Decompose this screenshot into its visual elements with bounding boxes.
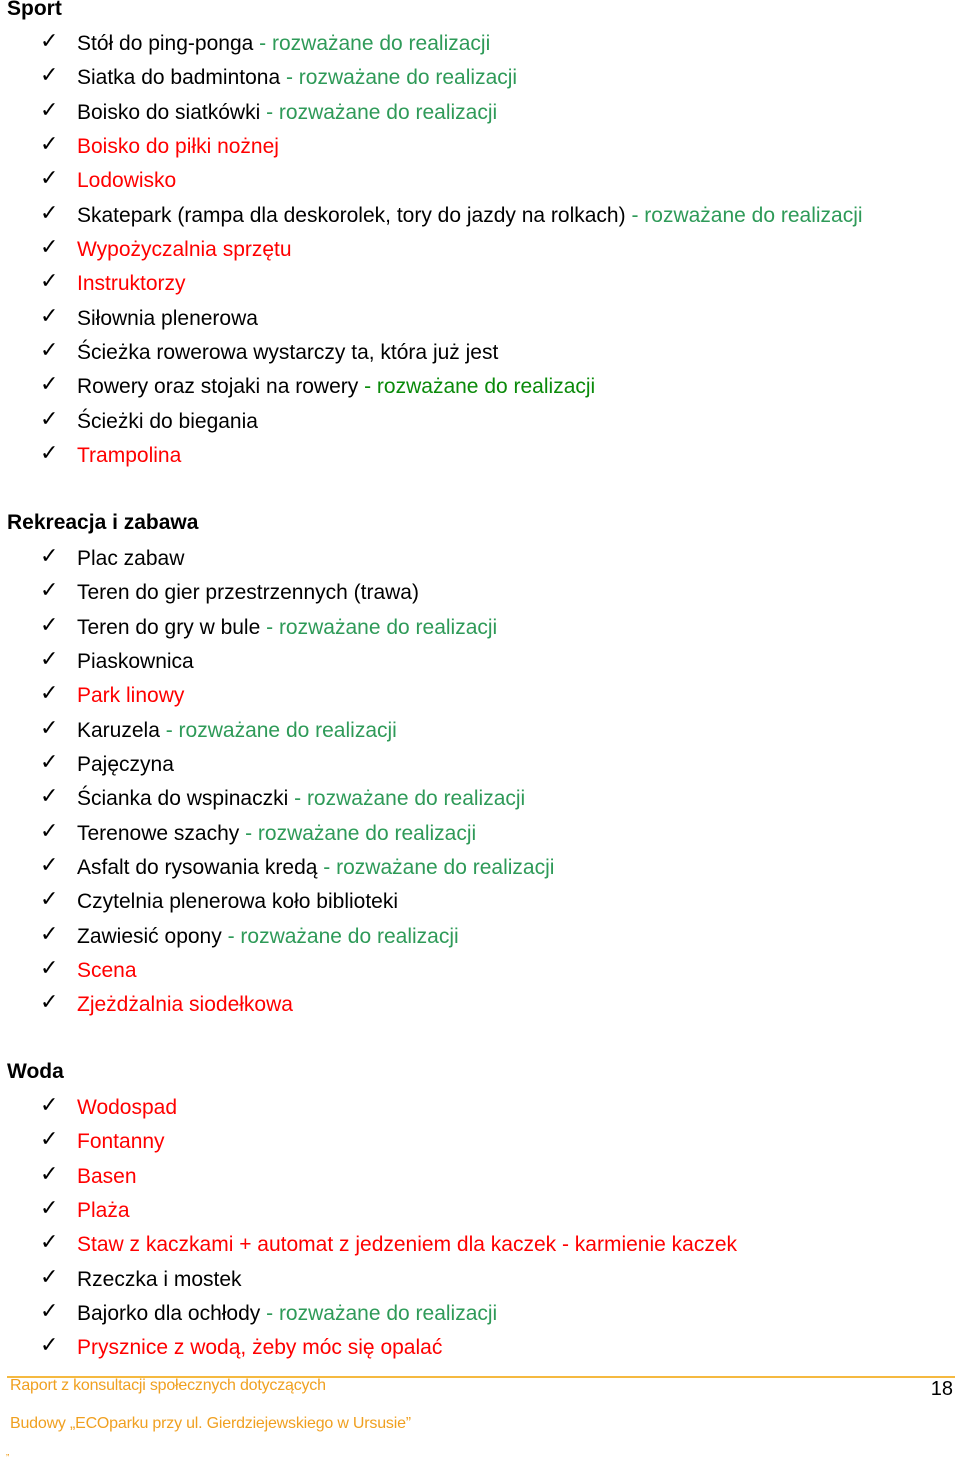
list-item-text [77,61,517,95]
footer-report-subtitle: Budowy „ECOparku przy ul. Gierdziejewskiego w Ursusie” [10,1415,411,1432]
check-icon: ✓ [40,818,59,844]
list-item-text [77,1297,497,1331]
check-icon: ✓ [40,338,59,364]
item-label: Wypożyczalnia sprzętu [77,238,292,262]
check-icon: ✓ [40,1299,59,1325]
check-icon: ✓ [40,406,59,432]
list-item-text [77,1331,442,1365]
item-status: - rozważane do realizacji [159,718,397,742]
check-icon: ✓ [40,1230,59,1256]
check-icon: ✓ [40,132,59,158]
item-label: Plac zabaw [77,547,185,570]
item-status: - rozważane do realizacji [358,375,596,399]
item-label: Staw z kaczkami + automat z jedzeniem dla kaczek - karmienie kaczek [77,1233,738,1257]
check-icon: ✓ [40,784,59,810]
list-item-text [77,1160,137,1194]
item-label: Siłownia plenerowa [77,306,258,330]
list-item-text [77,27,490,61]
list-item-text [77,988,293,1022]
item-label: Park linowy [77,684,185,708]
list-item-text [77,199,863,233]
check-icon: ✓ [40,1264,59,1290]
item-status: - rozważane do realizacji [239,821,477,845]
check-icon: ✓ [40,544,59,569]
check-icon: ✓ [40,681,59,707]
check-icon: ✓ [40,612,59,638]
item-label: Instruktorzy [77,272,186,296]
check-icon: ✓ [40,1161,59,1187]
list-item-text [77,817,476,851]
list-item-text [77,679,184,713]
item-label: Stół do ping-ponga [77,32,254,55]
section-heading-water: Woda [7,1060,64,1083]
item-label: Basen [77,1164,137,1188]
list-item-text [77,370,595,404]
item-status: - rozważane do realizacji [288,787,526,811]
item-label: Czytelnia plenerowa koło biblioteki [77,890,399,914]
list-item-text [77,405,258,439]
item-status: - rozważane do realizacji [625,203,863,227]
list-item-text [77,542,184,576]
check-icon: ✓ [40,750,59,776]
item-label: Scena [77,959,137,983]
item-label: Plaża [77,1199,130,1223]
list-item-text [77,782,525,816]
check-icon: ✓ [40,63,59,89]
footer-quote-mark: „ [6,1447,10,1458]
list-item-text [77,302,258,336]
list-item-text [77,920,459,954]
item-label: Boisko do piłki nożnej [77,135,279,159]
check-icon: ✓ [40,921,59,947]
item-label: Lodowisko [77,169,177,193]
list-item-text [77,267,186,301]
list-item-text [77,1125,165,1159]
check-icon: ✓ [40,166,59,192]
check-icon: ✓ [40,578,59,604]
item-status: - rozważane do realizacji [221,924,459,948]
list-item-text [77,748,174,782]
check-icon: ✓ [40,269,59,295]
item-label: Karuzela [77,718,160,742]
item-label: Wodospad [77,1096,178,1119]
list-item-text [77,164,176,198]
list-item-text [77,576,419,610]
list-item-text [77,714,397,748]
check-icon: ✓ [40,1196,59,1222]
check-icon: ✓ [40,1093,59,1118]
section-heading-sport: Sport [7,0,62,20]
list-item-text [77,611,497,645]
check-icon: ✓ [40,990,59,1016]
item-label: Rzeczka i mostek [77,1267,242,1291]
list-item-text [77,851,554,885]
item-status: - rozważane do realizacji [260,1302,498,1326]
item-status: - rozważane do realizacji [317,856,555,880]
item-label: Ścianka do wspinaczki [77,787,289,811]
item-label: Terenowe szachy [77,821,240,845]
item-label: Prysznice z wodą, żeby móc się opalać [77,1336,443,1360]
check-icon: ✓ [40,441,59,467]
list-item-text [77,1263,242,1297]
item-label: Teren do gier przestrzennych (trawa) [77,581,419,605]
item-label: Zawiesić opony [77,924,222,948]
check-icon: ✓ [40,647,59,673]
check-icon: ✓ [40,1333,59,1359]
check-icon: ✓ [40,887,59,913]
list-item-text [77,96,497,130]
list-item-text [77,1194,130,1228]
item-label: Asfalt do rysowania kredą [77,856,318,880]
check-icon: ✓ [40,200,59,226]
item-label: Rowery oraz stojaki na rowery [77,375,359,399]
item-label: Skatepark (rampa dla deskorolek, tory do jazdy na rolkach) [77,203,626,227]
list-item-text [77,1091,177,1125]
check-icon: ✓ [40,235,59,261]
item-label: Ścieżka rowerowa wystarczy ta, która już jest [77,341,499,365]
item-label: Siatka do badmintona [77,66,281,90]
item-label: Bajorko dla ochłody [77,1302,261,1326]
item-label: Piaskownica [77,650,194,674]
list-item-text [77,233,292,267]
check-icon: ✓ [40,956,59,982]
item-label: Fontanny [77,1130,165,1154]
check-icon: ✓ [40,303,59,329]
list-item-text [77,954,137,988]
check-icon: ✓ [40,372,59,398]
check-icon: ✓ [40,853,59,879]
item-status: - rozważane do realizacji [260,615,498,639]
page-number: 18 [930,1378,953,1400]
check-icon: ✓ [40,1127,59,1153]
check-icon: ✓ [40,29,59,54]
item-label: Trampolina [77,444,182,468]
item-label: Teren do gry w bule [77,615,261,639]
item-status: - rozważane do realizacji [260,100,498,124]
check-icon: ✓ [40,715,59,741]
list-item-text [77,645,194,679]
item-label: Boisko do siatkówki [77,100,261,124]
item-label: Pajęczyna [77,753,174,777]
list-item-text [77,439,181,473]
item-status: - rozważane do realizacji [280,66,518,90]
list-item-text [77,885,398,919]
list-item-text [77,336,498,370]
item-label: Zjeżdżalnia siodełkowa [77,993,293,1017]
footer-report-title: Raport z konsultacji społecznych dotyczących [10,1377,326,1394]
list-item-text [77,130,279,164]
item-label: Ścieżki do biegania [77,409,258,433]
list-item-text [77,1228,737,1262]
section-heading-recreation: Rekreacja i zabawa [7,511,199,534]
item-status: - rozważane do realizacji [253,32,491,55]
check-icon: ✓ [40,97,59,123]
